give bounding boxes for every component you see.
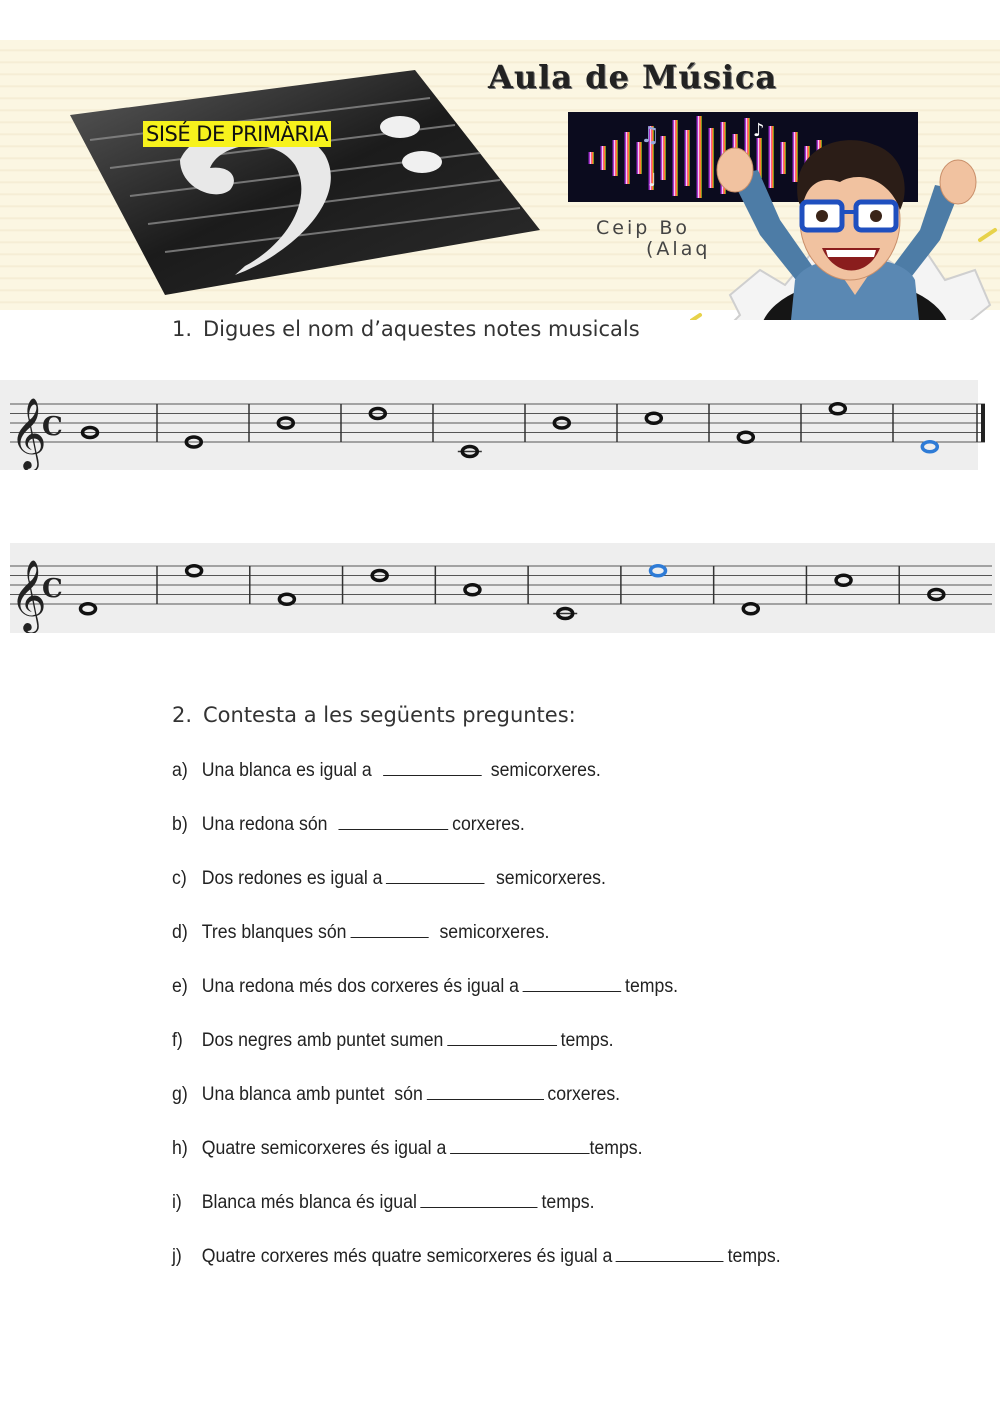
question-text: Una blanca amb puntet són — [201, 1084, 423, 1105]
question-unit: temps. — [560, 1030, 614, 1051]
exercise-2-heading — [172, 703, 576, 727]
time-signature: C — [42, 573, 63, 604]
question-letter: a) — [172, 760, 188, 781]
exercise-1-heading — [172, 317, 640, 341]
school-name: Ceip Bo — [596, 217, 690, 239]
staff-2-svg — [0, 543, 1000, 633]
question-letter: d) — [172, 922, 188, 943]
question-text: Blanca més blanca és igual — [201, 1192, 417, 1213]
question-d — [172, 922, 879, 976]
answer-blank-f[interactable] — [447, 1030, 557, 1046]
question-letter: b) — [172, 814, 188, 835]
answer-blank-c[interactable] — [386, 868, 485, 884]
answer-blank-j[interactable] — [616, 1246, 724, 1262]
question-h — [172, 1138, 879, 1192]
exercise-1-title: Digues el nom d’aquestes notes musicals — [203, 317, 640, 341]
question-unit: semicorxeres. — [495, 868, 606, 889]
staff-background — [0, 380, 978, 470]
staff-1-svg — [0, 380, 1000, 470]
exercise-2-title: Contesta a les següents preguntes: — [203, 703, 576, 727]
svg-text:♪: ♪ — [753, 120, 765, 141]
site-title: Aula de Música — [488, 58, 778, 96]
grade-label: SISÉ DE PRIMÀRIA — [143, 121, 331, 147]
question-unit: temps. — [625, 976, 679, 997]
question-i — [172, 1192, 879, 1246]
svg-text:♩: ♩ — [648, 170, 657, 191]
question-text: Una redona més dos corxeres és igual a — [201, 976, 520, 997]
question-unit: corxeres. — [547, 1084, 621, 1105]
question-c — [172, 868, 879, 922]
exercise-2-number: 2. — [172, 703, 193, 727]
question-a — [172, 760, 879, 814]
question-letter: i) — [172, 1192, 182, 1213]
question-g — [172, 1084, 879, 1138]
answer-blank-d[interactable] — [350, 922, 428, 938]
answer-blank-b[interactable] — [339, 814, 449, 830]
questions-list — [172, 760, 932, 1300]
answer-blank-g[interactable] — [427, 1084, 544, 1100]
question-e — [172, 976, 879, 1030]
question-letter: e) — [172, 976, 188, 997]
svg-text:♫: ♫ — [640, 123, 660, 148]
answer-blank-a[interactable] — [383, 760, 482, 776]
question-unit: corxeres. — [452, 814, 525, 835]
question-letter: g) — [172, 1084, 188, 1105]
question-text: Una blanca es igual a — [201, 760, 372, 781]
question-unit: semicorxeres. — [439, 922, 550, 943]
question-letter: f) — [172, 1030, 183, 1051]
exercise-1-number: 1. — [172, 317, 193, 341]
question-text: Tres blanques són — [201, 922, 347, 943]
question-text: Quatre corxeres més quatre semicorxeres és igual a — [201, 1246, 613, 1267]
teacher-avatar-icon — [690, 120, 1000, 320]
music-staff-1 — [0, 380, 1000, 470]
question-unit: temps. — [727, 1246, 781, 1267]
question-j — [172, 1246, 879, 1300]
question-letter: c) — [172, 868, 187, 889]
answer-blank-i[interactable] — [421, 1192, 538, 1208]
question-text: Una redona són — [201, 814, 328, 835]
answer-blank-e[interactable] — [523, 976, 622, 992]
treble-clef-icon: 𝄞 — [10, 396, 47, 469]
school-town: (Alaq — [646, 238, 711, 260]
question-text: Dos redones es igual a — [201, 868, 383, 889]
question-unit: temps. — [589, 1138, 643, 1159]
bass-clef-icon — [70, 70, 540, 295]
question-text: Quatre semicorxeres és igual a — [201, 1138, 447, 1159]
question-unit: temps. — [541, 1192, 595, 1213]
question-text: Dos negres amb puntet sumen — [201, 1030, 444, 1051]
question-unit: semicorxeres. — [490, 760, 601, 781]
question-letter: j) — [172, 1246, 182, 1267]
music-staff-2 — [0, 543, 1000, 633]
question-b — [172, 814, 879, 868]
question-letter: h) — [172, 1138, 188, 1159]
time-signature: C — [42, 411, 63, 442]
answer-blank-h[interactable] — [450, 1138, 589, 1154]
treble-clef-icon: 𝄞 — [10, 558, 47, 631]
question-f — [172, 1030, 879, 1084]
worksheet-header — [0, 0, 1000, 320]
